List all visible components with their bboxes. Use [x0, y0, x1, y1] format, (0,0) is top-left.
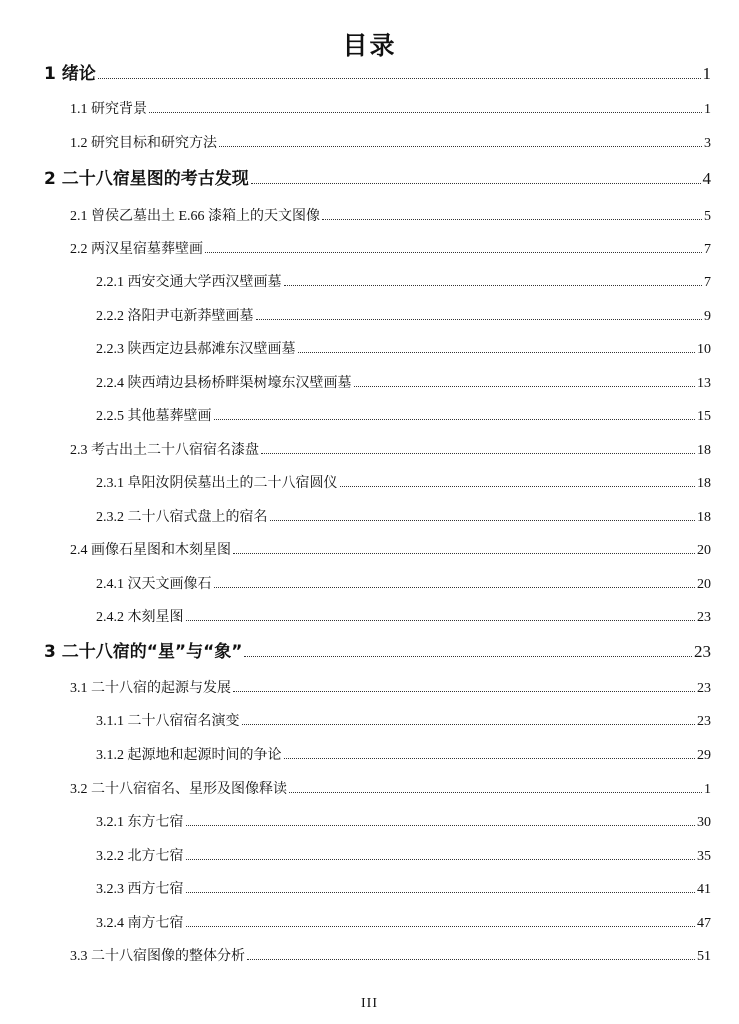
toc-entry-page: 29 [697, 748, 711, 763]
toc-entry-label: 2.3.2 二十八宿式盘上的宿名 [96, 510, 268, 525]
toc-entry-page: 35 [697, 849, 711, 864]
toc-entry-page: 10 [697, 342, 711, 357]
page-number: III [361, 996, 378, 1011]
toc-entry-label: 2.2.5 其他墓葬壁画 [96, 409, 212, 424]
toc-entry-2-3-2[interactable] [96, 502, 711, 526]
toc-entry-page: 20 [697, 577, 711, 592]
toc-entry-page: 9 [704, 309, 711, 324]
dot-leader [214, 419, 696, 420]
dot-leader [244, 656, 692, 657]
toc-entry-label: 3.2.4 南方七宿 [96, 916, 184, 931]
toc-entry-3-1-1[interactable] [96, 706, 711, 730]
toc-entry-label: 3.1.1 二十八宿宿名演变 [96, 714, 240, 729]
toc-entry-3-2-4[interactable] [96, 908, 711, 932]
toc-entry-label: 2.4 画像石星图和木刻星图 [70, 543, 231, 558]
toc-entry-2-2-4[interactable] [96, 368, 711, 392]
toc-entry-page: 18 [697, 510, 711, 525]
toc-entry-label: 2.4.2 木刻星图 [96, 610, 184, 625]
toc-entry-label: 1 绪论 [44, 64, 96, 84]
toc-entry-page: 18 [697, 476, 711, 491]
toc-entry-label: 3.2.2 北方七宿 [96, 849, 184, 864]
toc-entry-page: 15 [697, 409, 711, 424]
dot-leader [284, 758, 696, 759]
toc-entry-page: 23 [694, 642, 711, 661]
toc-entry-3[interactable] [44, 638, 711, 662]
toc-entry-label: 2.2 两汉星宿墓葬壁画 [70, 242, 203, 257]
toc-entry-2[interactable] [44, 165, 711, 189]
toc-entry-page: 23 [697, 681, 711, 696]
toc-entry-label: 3.3 二十八宿图像的整体分析 [70, 949, 245, 964]
toc-entry-label: 2.2.4 陕西靖边县杨桥畔渠树壕东汉壁画墓 [96, 376, 352, 391]
toc-entry-page: 18 [697, 443, 711, 458]
toc-entry-1-2[interactable] [70, 128, 711, 152]
toc-entry-page: 7 [704, 275, 711, 290]
dot-leader [214, 587, 696, 588]
dot-leader [242, 724, 696, 725]
toc-entry-2-4[interactable] [70, 535, 711, 559]
toc-entry-3-1[interactable] [70, 673, 711, 697]
toc-entry-page: 47 [697, 916, 711, 931]
dot-leader [149, 112, 702, 113]
toc-entry-label: 1.1 研究背景 [70, 102, 147, 117]
toc-entry-page: 4 [702, 169, 711, 188]
toc-entry-page: 1 [704, 102, 711, 117]
dot-leader [256, 319, 703, 320]
toc-entry-page: 30 [697, 815, 711, 830]
toc-entry-label: 3.1.2 起源地和起源时间的争论 [96, 748, 282, 763]
toc-entry-label: 2.2.3 陕西定边县郝滩东汉壁画墓 [96, 342, 296, 357]
toc-entry-2-2[interactable] [70, 234, 711, 258]
toc-entry-2-3-1[interactable] [96, 468, 711, 492]
dot-leader [186, 859, 696, 860]
page-title: 目录 [342, 31, 397, 60]
toc-entry-label: 1.2 研究目标和研究方法 [70, 136, 217, 151]
toc-entry-2-3[interactable] [70, 435, 711, 459]
toc-entry-page: 23 [697, 714, 711, 729]
toc-entry-page: 1 [702, 64, 711, 83]
toc-entry-label: 2.2.1 西安交通大学西汉壁画墓 [96, 275, 282, 290]
toc-entry-2-1[interactable] [70, 201, 711, 225]
dot-leader [298, 352, 696, 353]
dot-leader [261, 453, 695, 454]
dot-leader [322, 219, 702, 220]
toc-entry-label: 2.1 曾侯乙墓出土 E.66 漆箱上的天文图像 [70, 209, 321, 224]
dot-leader [186, 620, 696, 621]
toc-entry-3-2[interactable] [70, 774, 711, 798]
toc-entry-page: 3 [704, 136, 711, 151]
dot-leader [186, 926, 696, 927]
toc-entry-2-2-3[interactable] [96, 334, 711, 358]
dot-leader [289, 792, 702, 793]
toc-entry-3-2-1[interactable] [96, 807, 711, 831]
toc-entry-page: 13 [697, 376, 711, 391]
toc-entry-label: 2 二十八宿星图的考古发现 [44, 169, 249, 189]
toc-entry-label: 3.2.1 东方七宿 [96, 815, 184, 830]
toc-entry-2-4-1[interactable] [96, 569, 711, 593]
toc-entry-2-2-2[interactable] [96, 301, 711, 325]
dot-leader [219, 146, 702, 147]
toc-entry-label: 2.3.1 阜阳汝阴侯墓出土的二十八宿圆仪 [96, 476, 338, 491]
toc-entry-label: 3 二十八宿的“星”与“象” [44, 642, 243, 662]
toc-entry-page: 23 [697, 610, 711, 625]
dot-leader [186, 892, 696, 893]
toc-entry-page: 41 [697, 882, 711, 897]
toc-entry-1[interactable] [44, 60, 711, 84]
toc-entry-2-2-5[interactable] [96, 401, 711, 425]
toc-entry-3-3[interactable] [70, 941, 711, 965]
dot-leader [233, 691, 695, 692]
dot-leader [205, 252, 702, 253]
toc-entry-page: 5 [704, 209, 711, 224]
toc-entry-label: 2.3 考古出土二十八宿宿名漆盘 [70, 443, 259, 458]
toc-entry-3-1-2[interactable] [96, 740, 711, 764]
toc-entry-label: 3.1 二十八宿的起源与发展 [70, 681, 231, 696]
dot-leader [251, 183, 701, 184]
toc-entry-label: 3.2 二十八宿宿名、星形及图像释读 [70, 782, 287, 797]
toc-entry-page: 20 [697, 543, 711, 558]
toc-entry-3-2-2[interactable] [96, 841, 711, 865]
toc-entry-page: 1 [704, 782, 711, 797]
dot-leader [354, 386, 696, 387]
toc-entry-3-2-3[interactable] [96, 874, 711, 898]
dot-leader [340, 486, 696, 487]
toc-entry-label: 2.4.1 汉天文画像石 [96, 577, 212, 592]
toc-entry-page: 51 [697, 949, 711, 964]
toc-entry-2-2-1[interactable] [96, 267, 711, 291]
dot-leader [284, 285, 703, 286]
dot-leader [247, 959, 695, 960]
toc-entry-page: 7 [704, 242, 711, 257]
toc-entry-label: 2.2.2 洛阳尹屯新莽壁画墓 [96, 309, 254, 324]
toc-entry-label: 3.2.3 西方七宿 [96, 882, 184, 897]
dot-leader [233, 553, 695, 554]
dot-leader [270, 520, 696, 521]
toc-entry-1-1[interactable] [70, 94, 711, 118]
toc-entry-2-4-2[interactable] [96, 602, 711, 626]
dot-leader [186, 825, 696, 826]
dot-leader [98, 78, 701, 79]
